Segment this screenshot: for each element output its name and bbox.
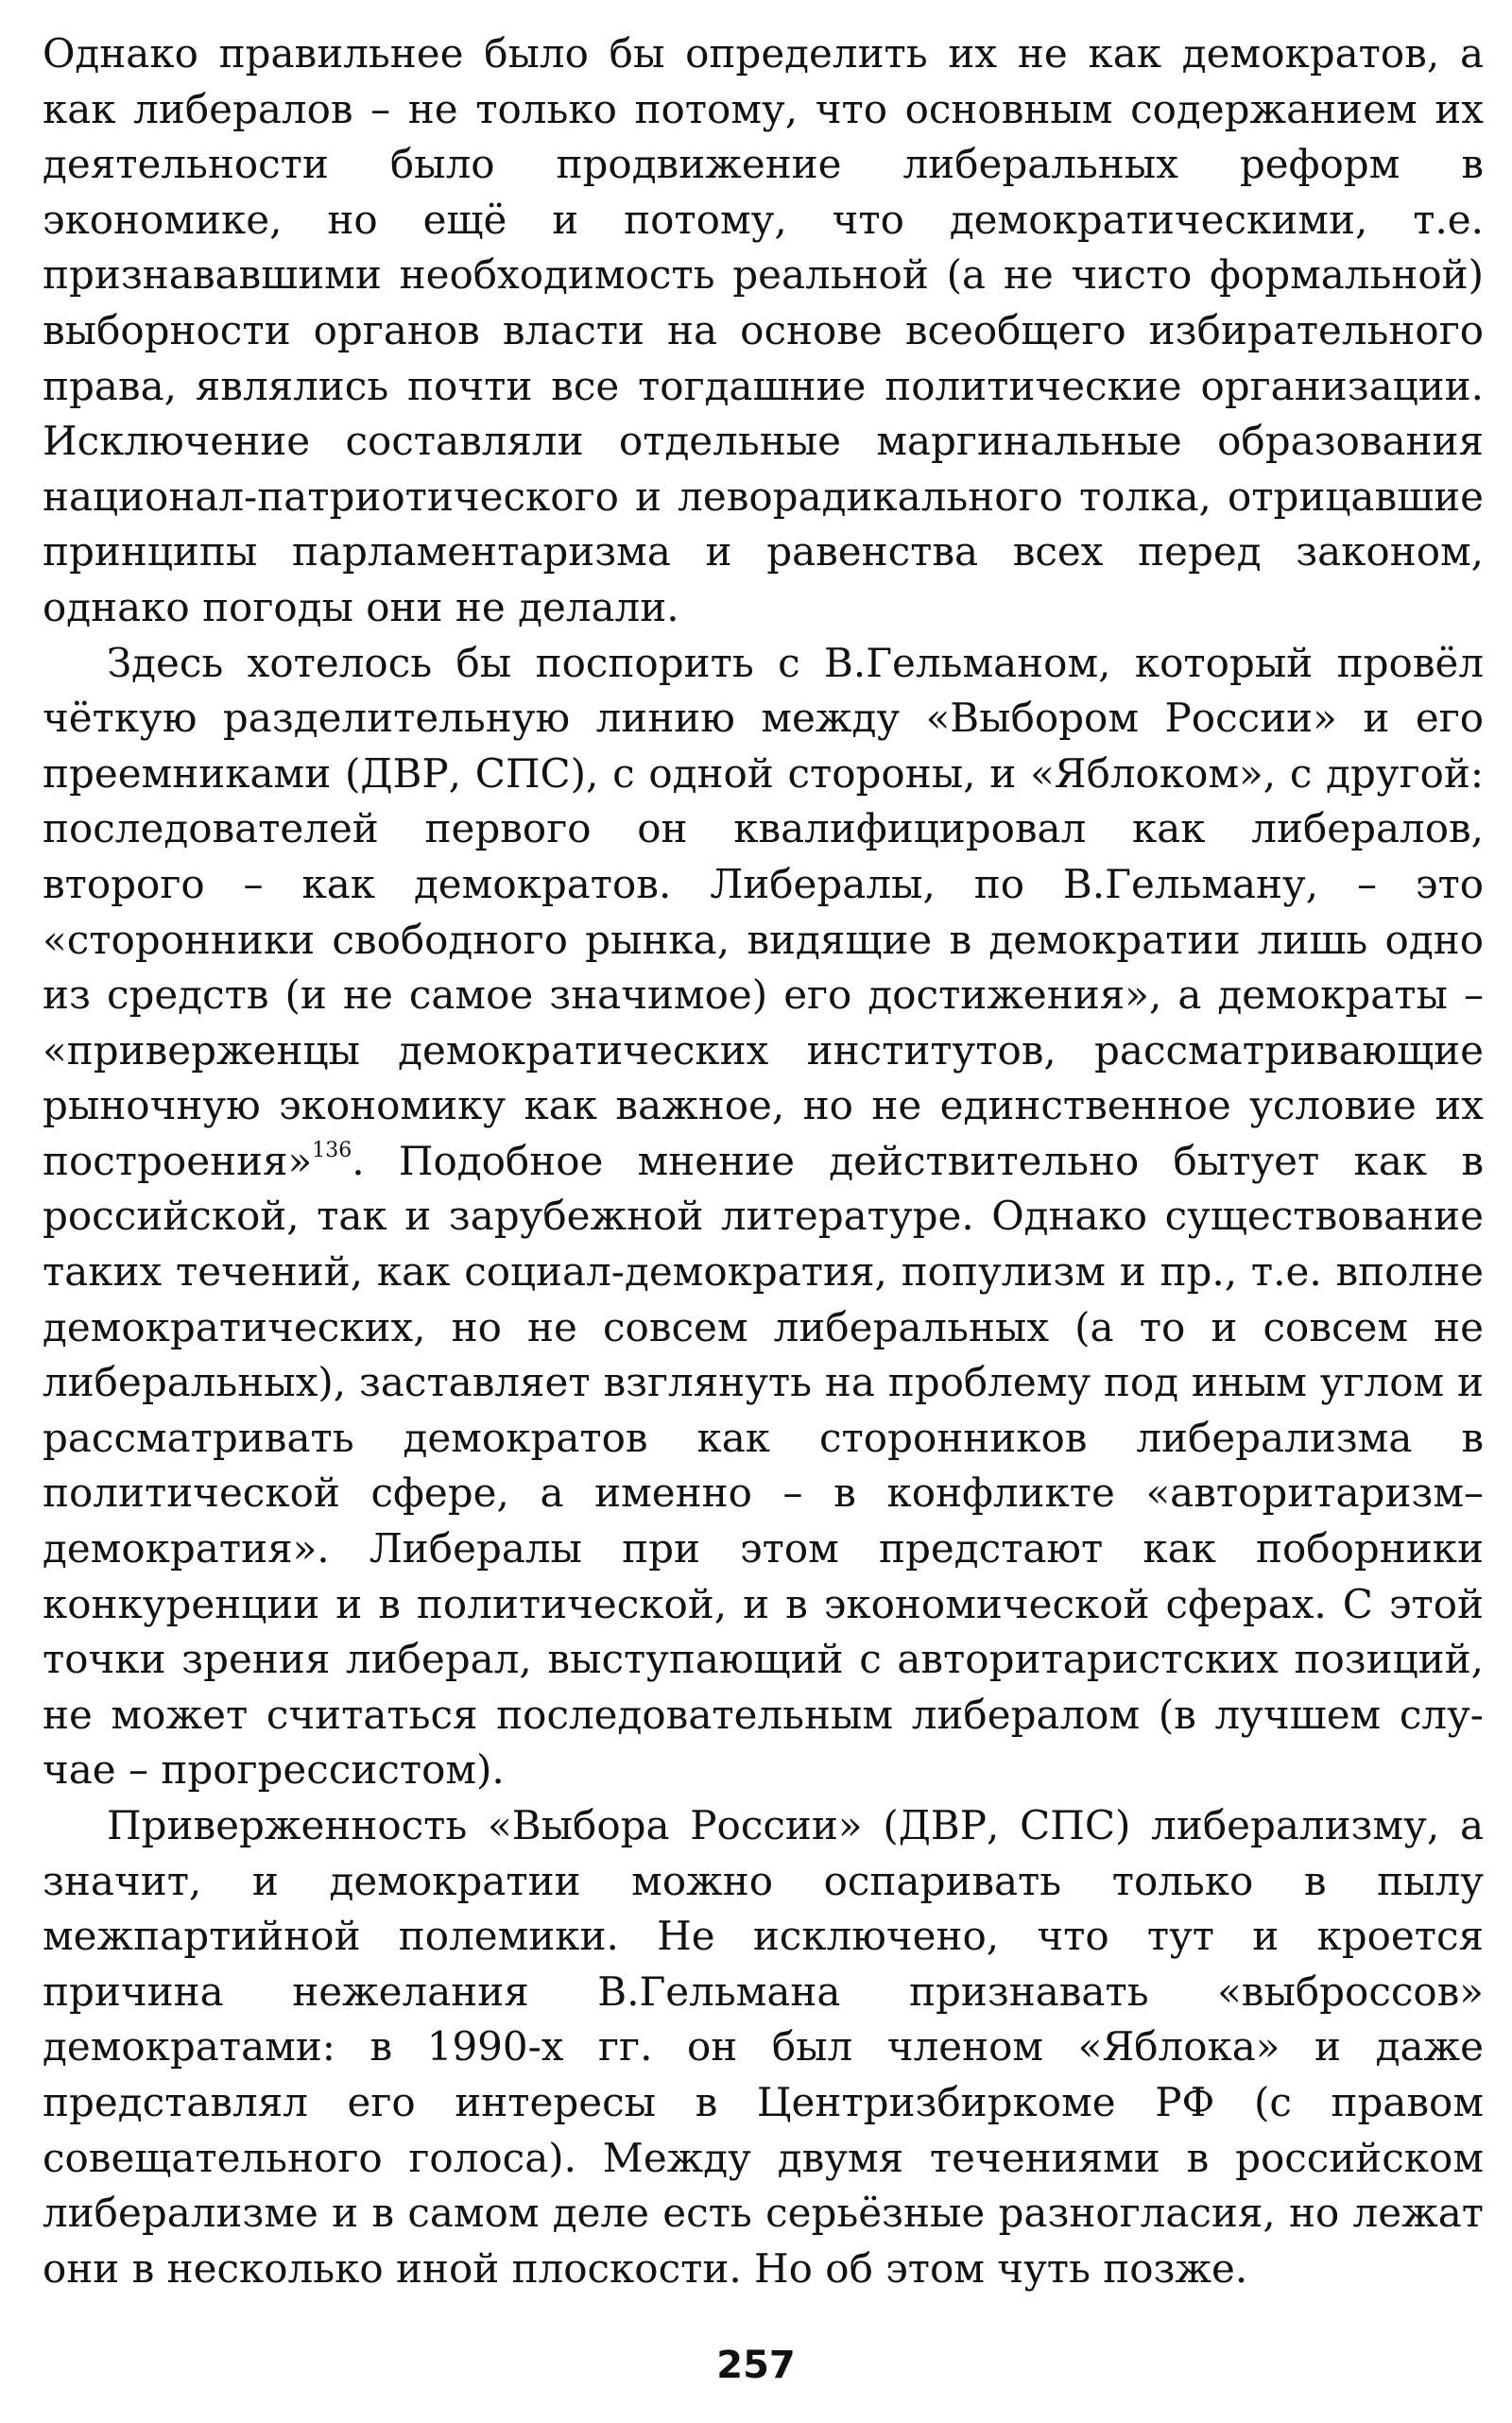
page-body bbox=[43, 26, 1484, 2296]
paragraph-1-text: Однако правильнее было бы определить их не как демократов, а как либералов – не только потому, что основным содержанием их деятельности было продвижение либеральных реформ в экономике, но ещё и потому, что демократическими, т.е. признававшими необходимость реальной (а не чисто формальной) выборности органов власти на основе всеобщего избирательного права, являлись почти все тогдашние политические организации. Исключение составляли отдельные маргинальные образования национал-патриотического и леворадикального толка, отрицавшие принципы парламентаризма и равенства всех перед законом, однако погоды они не делали. bbox=[43, 30, 1484, 630]
page-number: 257 bbox=[716, 2344, 796, 2387]
paragraph-2-text-after: . Подобное мнение действительно бытует как в российской, так и зарубежной литературе. Однако существование таких течений, как социал-демократия, популизм и пр., т.е. вполне демократических, но не совсем либеральных (а то и совсем не либеральных), заставляет взглянуть на проблему под иным углом и рассматривать демократов как сторонников либерализма в политической сфере, а именно – в конфликте «авторитаризм–демократия». Либералы при этом предстают как поборники конкуренции и в политической, и в экономической сферах. С этой точки зрения либерал, выступающий с авторитаристских позиций, не может считаться последовательным либералом (в лучшем случае – прогрессистом). bbox=[43, 1137, 1484, 1794]
paragraph-3 bbox=[43, 1798, 1484, 2296]
paragraph-2-text-before: Здесь хотелось бы поспорить с В.Гельманом, который провёл чёткую разделительную линию между «Выбором России» и его преемниками (ДВР, СПС), с одной стороны, и «Яблоком», с другой: последователей первого он квалифицировал как либералов, второго – как демократов. Либералы, по В.Гельману, – это «сторонники свободного рынка, видящие в демократии лишь одно из средств (и не самое значимое) его достижения», а демократы – «приверженцы демократических институтов, рассматривающие рыночную экономику как важное, но не единственное условие их построения» bbox=[43, 639, 1484, 1184]
paragraph-2 bbox=[43, 636, 1484, 1798]
paragraph-1 bbox=[43, 26, 1484, 636]
footnote-marker[interactable]: 136 bbox=[312, 1138, 352, 1162]
paragraph-3-text: Приверженность «Выбора России» (ДВР, СПС) либерализму, а значит, и демократии можно оспаривать только в пылу межпартийной полемики. Не исключено, что тут и кроется причина нежелания В.Гельмана признавать «выброссов» демократами: в 1990-х гг. он был членом «Яблока» и даже представлял его интересы в Центризбиркоме РФ (с правом совещательного голоса). Между двумя течениями в российском либерализме и в самом деле есть серьёзные разногласия, но лежат они в несколько иной плоскости. Но об этом чуть позже. bbox=[43, 1802, 1484, 2292]
